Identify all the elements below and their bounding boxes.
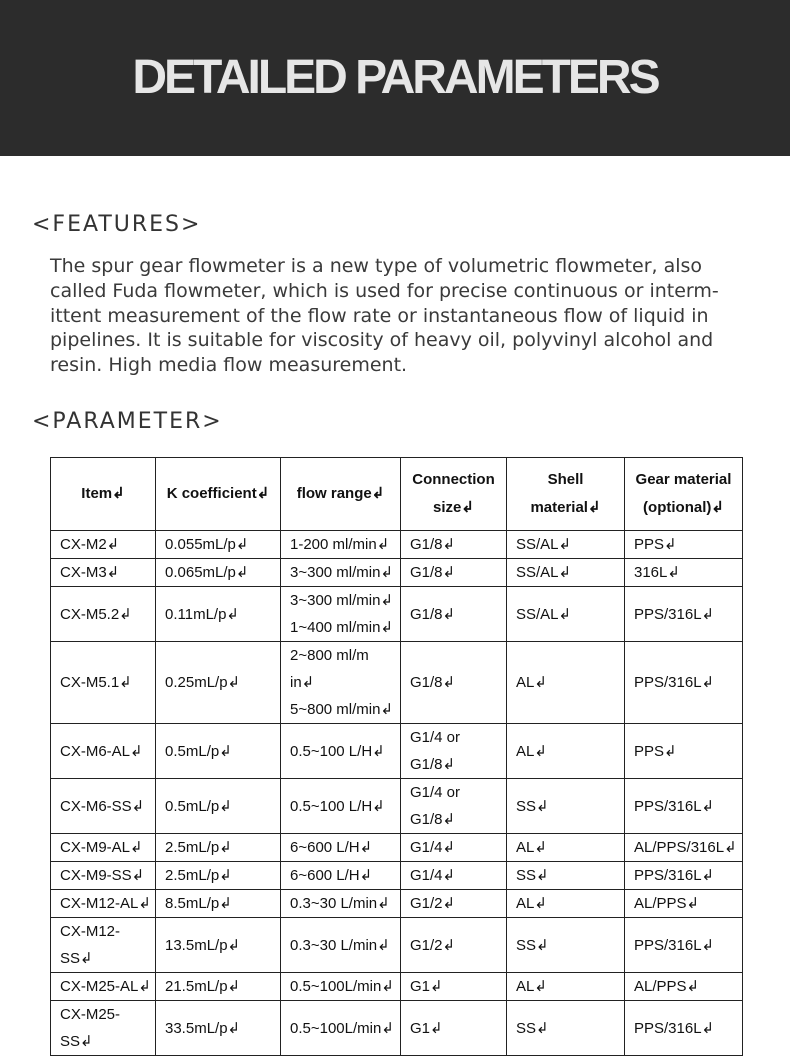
cell-connection-size-line: G1/2↲ [410, 895, 456, 912]
cell-item: CX-M5.1↲ [51, 642, 156, 724]
table-row [51, 559, 743, 587]
cell-flow-range [281, 642, 401, 724]
cell-connection-size [401, 642, 507, 724]
cell-k-coefficient: 8.5mL/p↲ [156, 890, 281, 918]
cell-k-coefficient: 21.5mL/p↲ [156, 973, 281, 1001]
cell-k-coefficient: 0.11mL/p↲ [156, 587, 281, 642]
cell-gear-material: PPS↲ [625, 724, 743, 779]
cell-shell-material: SS/AL↲ [507, 559, 625, 587]
cell-gear-material: AL/PPS↲ [625, 890, 743, 918]
table-row [51, 834, 743, 862]
table-row [51, 918, 743, 973]
features-line: pipelines. It is suitable for viscosity of heavy oil, polyvinyl alcohol and [50, 329, 714, 352]
features-line: called Fuda flowmeter, which is used for precise continuous or interm- [50, 279, 719, 302]
cell-shell-material: SS/AL↲ [507, 531, 625, 559]
cell-shell-material: AL↲ [507, 973, 625, 1001]
cell-flow-range-line: 1~400 ml/min↲ [290, 619, 394, 636]
parameter-heading: <PARAMETER> [32, 409, 223, 434]
cell-flow-range [281, 559, 401, 587]
cell-k-coefficient: 2.5mL/p↲ [156, 834, 281, 862]
header-gear-line: Gear material [635, 471, 732, 488]
cell-gear-material: PPS/316L↲ [625, 779, 743, 834]
cell-connection-size [401, 559, 507, 587]
cell-item: CX-M9-AL↲ [51, 834, 156, 862]
table-row [51, 587, 743, 642]
cell-gear-material: PPS/316L↲ [625, 642, 743, 724]
cell-gear-material: PPS/316L↲ [625, 1001, 743, 1056]
cell-connection-size [401, 587, 507, 642]
cell-connection-size-line: G1/8↲ [410, 756, 456, 773]
cell-connection-size [401, 834, 507, 862]
cell-gear-material: PPS/316L↲ [625, 918, 743, 973]
cell-gear-material: PPS/316L↲ [625, 862, 743, 890]
cell-gear-material: AL/PPS/316L↲ [625, 834, 743, 862]
cell-item: CX-M9-SS↲ [51, 862, 156, 890]
cell-shell-material: SS/AL↲ [507, 587, 625, 642]
cell-connection-size [401, 918, 507, 973]
cell-flow-range-line: 3~300 ml/min↲ [290, 564, 394, 581]
cell-shell-material: AL↲ [507, 642, 625, 724]
table-row [51, 724, 743, 779]
cell-flow-range [281, 918, 401, 973]
cell-connection-size-line: G1/8↲ [410, 811, 456, 828]
cell-connection-size-line: G1/8↲ [410, 536, 456, 553]
cell-flow-range [281, 587, 401, 642]
table-row [51, 862, 743, 890]
cell-flow-range [281, 834, 401, 862]
cell-flow-range [281, 724, 401, 779]
cell-k-coefficient: 0.25mL/p↲ [156, 642, 281, 724]
cell-connection-size [401, 1001, 507, 1056]
cell-item: CX-M25-SS↲ [51, 1001, 156, 1056]
cell-shell-material: SS↲ [507, 918, 625, 973]
header-gear-line: (optional)↲ [643, 499, 724, 516]
features-line: The spur gear flowmeter is a new type of volumetric flowmeter, also [50, 255, 703, 277]
cell-flow-range [281, 862, 401, 890]
cell-flow-range-line: 2~800 ml/m in↲ [290, 647, 369, 691]
cell-flow-range [281, 1001, 401, 1056]
cell-flow-range-line: 5~800 ml/min↲ [290, 701, 394, 718]
cell-flow-range-line: 0.5~100L/min↲ [290, 1019, 394, 1037]
table-body [51, 531, 743, 1056]
cell-flow-range [281, 779, 401, 834]
cell-connection-size-line: G1/8↲ [410, 674, 456, 691]
cell-item: CX-M12-SS↲ [51, 918, 156, 973]
header-gear-material [625, 458, 743, 531]
cell-gear-material: PPS↲ [625, 531, 743, 559]
cell-item: CX-M6-SS↲ [51, 779, 156, 834]
cell-flow-range [281, 973, 401, 1001]
cell-item: CX-M5.2↲ [51, 587, 156, 642]
cell-flow-range-line: 6~600 L/H↲ [290, 839, 373, 856]
table-header-row [51, 458, 743, 531]
header-k-coefficient: K coefficient↲ [156, 458, 281, 531]
cell-connection-size-line: G1/4↲ [410, 839, 456, 856]
cell-shell-material: AL↲ [507, 724, 625, 779]
cell-connection-size-line: G1/8↲ [410, 564, 456, 581]
cell-flow-range-line: 0.5~100 L/H↲ [290, 742, 385, 760]
table-row [51, 890, 743, 918]
cell-shell-material: AL↲ [507, 890, 625, 918]
cell-connection-size-line: G1/4 or [410, 784, 461, 801]
table-row [51, 1001, 743, 1056]
cell-k-coefficient: 2.5mL/p↲ [156, 862, 281, 890]
features-heading: <FEATURES> [32, 212, 202, 237]
cell-flow-range-line: 0.3~30 L/min↲ [290, 936, 390, 954]
cell-k-coefficient: 0.5mL/p↲ [156, 724, 281, 779]
cell-shell-material: AL↲ [507, 834, 625, 862]
cell-connection-size [401, 973, 507, 1001]
cell-connection-size-line: G1↲ [410, 978, 443, 995]
header-item: Item↲ [51, 458, 156, 531]
cell-flow-range-line: 0.5~100 L/H↲ [290, 797, 385, 815]
cell-connection-size [401, 862, 507, 890]
cell-gear-material: AL/PPS↲ [625, 973, 743, 1001]
cell-item: CX-M2↲ [51, 531, 156, 559]
parameter-table [50, 457, 743, 1056]
cell-flow-range [281, 531, 401, 559]
cell-flow-range-line: 1-200 ml/min↲ [290, 536, 390, 553]
cell-item: CX-M25-AL↲ [51, 973, 156, 1001]
page-title: DETAILED PARAMETERS [132, 51, 658, 104]
cell-flow-range [281, 890, 401, 918]
cell-connection-size-line: G1/4 or [410, 729, 461, 746]
cell-gear-material: 316L↲ [625, 559, 743, 587]
header-connection-line: Connection [412, 471, 495, 488]
cell-item: CX-M3↲ [51, 559, 156, 587]
cell-shell-material: SS↲ [507, 1001, 625, 1056]
cell-connection-size-line: G1/4↲ [410, 867, 456, 884]
table-row [51, 642, 743, 724]
cell-gear-material: PPS/316L↲ [625, 587, 743, 642]
features-line: resin. High media flow measurement. [50, 354, 408, 377]
table-row [51, 531, 743, 559]
features-paragraph [50, 254, 750, 378]
cell-item: CX-M6-AL↲ [51, 724, 156, 779]
cell-k-coefficient: 33.5mL/p↲ [156, 1001, 281, 1056]
cell-flow-range-line: 0.5~100L/min↲ [290, 978, 394, 995]
table-row [51, 973, 743, 1001]
cell-shell-material: SS↲ [507, 862, 625, 890]
cell-flow-range-line: 3~300 ml/min↲ [290, 592, 394, 609]
cell-flow-range-line: 0.3~30 L/min↲ [290, 895, 390, 912]
header-flow-range: flow range↲ [281, 458, 401, 531]
cell-connection-size [401, 890, 507, 918]
cell-item: CX-M12-AL↲ [51, 890, 156, 918]
header-connection-line: size↲ [433, 499, 474, 516]
cell-connection-size-line: G1/8↲ [410, 605, 456, 623]
header-connection-size [401, 458, 507, 531]
cell-connection-size [401, 779, 507, 834]
cell-flow-range-line: 6~600 L/H↲ [290, 867, 373, 884]
features-line: ittent measurement of the flow rate or instantaneous flow of liquid in [50, 304, 709, 327]
header-shell-material: Shell material↲ [507, 458, 625, 531]
cell-connection-size-line: G1/2↲ [410, 936, 456, 954]
cell-k-coefficient: 0.055mL/p↲ [156, 531, 281, 559]
cell-k-coefficient: 0.065mL/p↲ [156, 559, 281, 587]
cell-shell-material: SS↲ [507, 779, 625, 834]
cell-connection-size [401, 531, 507, 559]
cell-connection-size [401, 724, 507, 779]
table-row [51, 779, 743, 834]
cell-k-coefficient: 0.5mL/p↲ [156, 779, 281, 834]
cell-connection-size-line: G1↲ [410, 1019, 443, 1037]
header-banner [0, 0, 790, 156]
cell-k-coefficient: 13.5mL/p↲ [156, 918, 281, 973]
